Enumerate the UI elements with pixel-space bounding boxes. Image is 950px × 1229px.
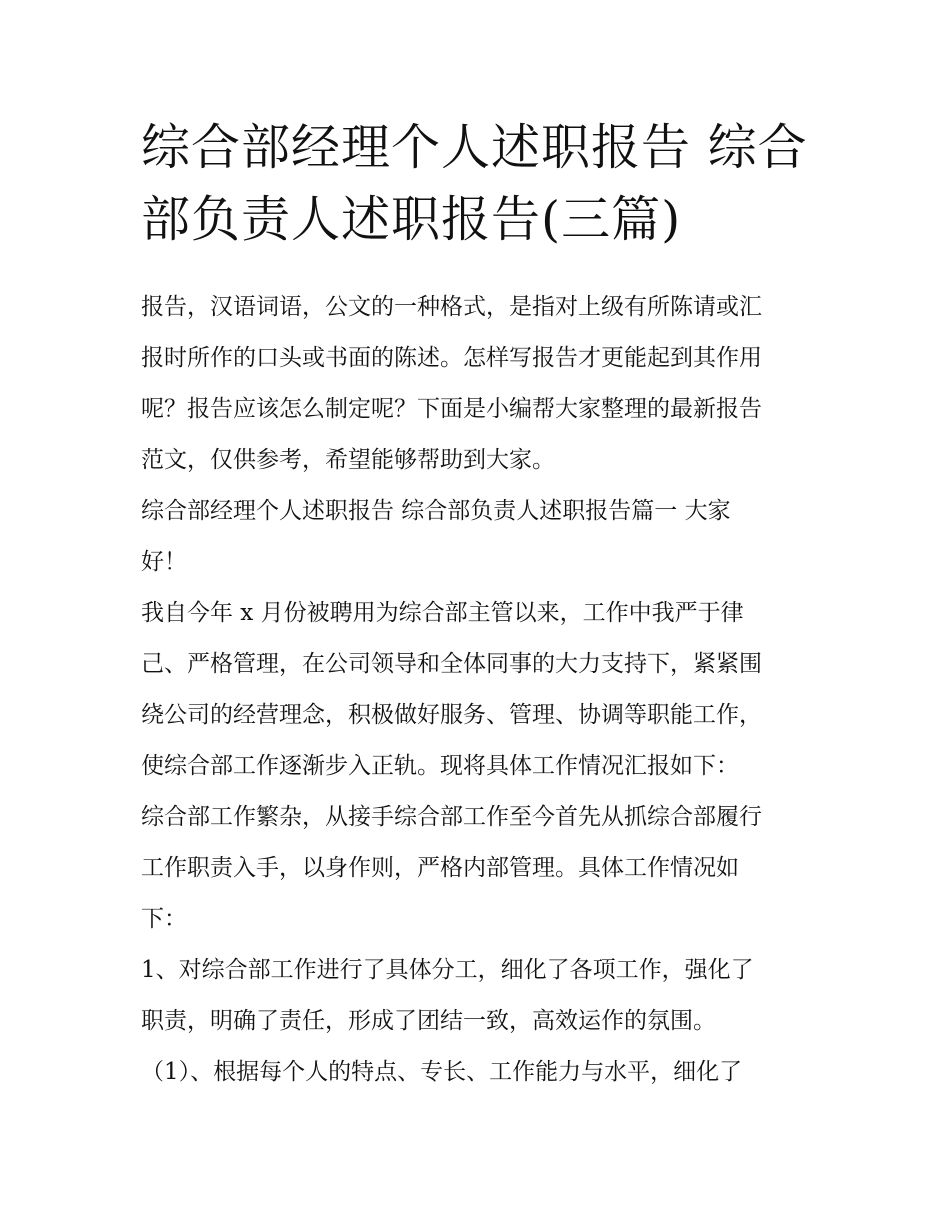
work-overview-paragraph: 综合部工作繁杂，从接手综合部工作至今首先从抓综合部履行 工作职责入手，以身作则，严格内部管理。具体工作情况如 下： xyxy=(141,804,762,932)
opening-paragraph: 我自今年 x 月份被聘用为综合部主管以来，工作中我严于律 己、严格管理，在公司领导和全体同事的大力支持下，紧紧围 绕公司的经营理念，积极做好服务、管理、协调等职能工作， 使综合部工作逐渐步入正轨。现将具体工作情况汇报如下： xyxy=(141,600,762,779)
section-heading-paragraph: 综合部经理个人述职报告 综合部负责人述职报告篇一 大家 好！ xyxy=(141,498,731,575)
intro-paragraph: 报告，汉语词语，公文的一种格式，是指对上级有所陈请或汇 报时所作的口头或书面的陈述。怎样写报告才更能起到其作用 呢？报告应该怎么制定呢？下面是小编帮大家整理的最新报告 范文，仅供参考，希望能够帮助到大家。 xyxy=(141,294,762,473)
list-subitem-1-paragraph: （1）、根据每个人的特点、专长、工作能力与水平，细化了 xyxy=(141,1059,743,1085)
document-body xyxy=(141,112,813,1098)
document-title: 综合部经理个人述职报告 综合 部负责人述职报告(三篇) xyxy=(141,119,808,248)
list-item-1-paragraph: 1、对综合部工作进行了具体分工，细化了各项工作，强化了 职责，明确了责任，形成了团结一致，高效运作的氛围。 xyxy=(141,957,754,1034)
